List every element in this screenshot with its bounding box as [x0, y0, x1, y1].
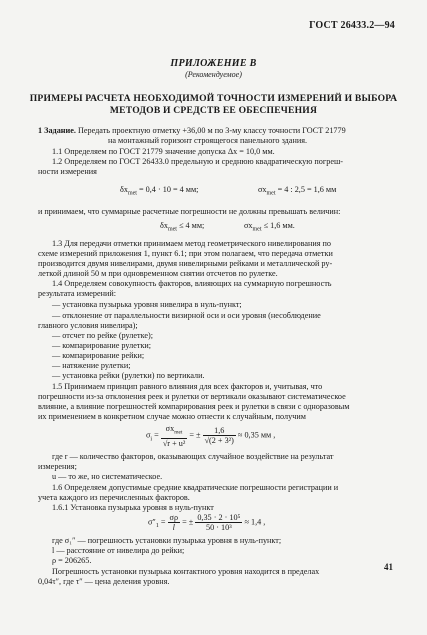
factor-item: — натяжение рулетки; [52, 361, 131, 370]
final-line-2: 0,04τ″, где τ″ — цена деления уровня. [38, 577, 170, 586]
paragraph-1-3-line-3: производится двумя нивелирами, двумя нивелирными рейками и металлической ру- [38, 259, 333, 268]
paragraph-1-5-b-line-2: измерения; [38, 462, 77, 471]
paragraph-1-5-line-1: 1.5 Принимаем принцип равного влияния для всех факторов и, учитывая, что [52, 382, 323, 391]
paragraph-1-3-line-2: схеме измерений приложения 1, пункт 6.1; при этом полагаем, что передача отметки [38, 249, 333, 258]
paragraph-1-6-line-1: 1.6 Определяем допустимые средние квадратические погрешности регистрации и [52, 483, 339, 492]
paragraph-1-5-b-line-1: где r — количество факторов, оказывающих случайное воздействие на результат [52, 452, 334, 461]
task-line-2: на монтажный горизонт строящегося панельного здания. [108, 136, 308, 145]
heading-line-1: ПРИМЕРЫ РАСЧЕТА НЕОБХОДИМОЙ ТОЧНОСТИ ИЗМЕРЕНИЙ И ВЫБОРА [29, 93, 398, 104]
paragraph-1-5-line-4: их применением в конкретном случае можно отнести к случайным, получим [38, 412, 306, 421]
factor-item: — отклонение от параллельности визирной оси и оси уровня (несоблюдение [52, 311, 321, 320]
formula-4: $\sigma''_1$ = $\frac{\sigma\rho}{l}$ = ± $\frac{\text{0,35 · 2 · 10⁵}}{\text{50 · 10³}}$ ≈ 1,4 , [148, 513, 266, 532]
paragraph-1-4-line-2: результата измерений: [38, 289, 117, 298]
task-line-1 [38, 126, 346, 136]
paragraph-1-6-line-2: учета каждого из перечисленных факторов. [38, 493, 190, 502]
paragraph-1-2-line-2: ности измерения [38, 167, 97, 176]
paragraph-1-5-line-3: влияние, а влияние погрешностей компарирования реек и рулетки в связи с одноразовым [38, 402, 350, 411]
factor-item: — отсчет по рейке (рулетке); [52, 331, 153, 340]
heading-line-2: МЕТОДОВ И СРЕДСТВ ЕЕ ОБЕСПЕЧЕНИЯ [109, 105, 318, 116]
paragraph-1-1: 1.1 Определяем по ГОСТ 21779 значение допуска Δx = 10,0 мм. [52, 147, 275, 156]
formula-2-right: $\sigma x_{met} \le 1,6$ мм. [244, 221, 295, 233]
formula-2-left: $\delta x_{met} \le 4$ мм; [160, 221, 205, 233]
factor-item: — компарирование рейки; [52, 351, 145, 360]
definition-line-3: ρ = 206265. [52, 556, 92, 565]
page-number: 41 [384, 562, 393, 572]
factor-item: — установка пузырька уровня нивелира в нуль-пункт; [52, 300, 242, 309]
final-line-1: Погрешность установки пузырька контактного уровня находится в пределах [52, 567, 320, 576]
paragraph-1-3-line-4: леткой длиной 50 м при одновременном снятии отсчетов по рулетке. [38, 269, 278, 278]
appendix-subtitle: (Рекомендуемое) [185, 70, 242, 79]
task-label: 1 Задание. [38, 126, 76, 135]
paragraph-1-4-line-1: 1.4 Определяем совокупность факторов, влияющих на суммарную погрешность [52, 279, 332, 288]
formula-1-left: $\delta x_{met} = 0,4 \cdot 10 = 4$ мм; [120, 185, 199, 197]
paragraph-1-3-line-1: 1.3 Для передачи отметки принимаем метод геометрического нивелирования по [52, 239, 332, 248]
gost-header: ГОСТ 26433.2—94 [309, 20, 395, 31]
paragraph-1-5-b-line-3: u — то же, но систематическое. [52, 472, 163, 481]
factor-item: — компарирование рулетки; [52, 341, 152, 350]
paragraph-1-2-line-1: 1.2 Определяем по ГОСТ 26433.0 предельную и среднюю квадратическую погреш- [52, 157, 344, 166]
paragraph-1-2-b: и принимаем, что суммарные расчетные погрешности не должны превышать величин: [38, 207, 341, 216]
appendix-title: ПРИЛОЖЕНИЕ В [170, 58, 257, 69]
definition-line-1: где σ₁″ — погрешность установки пузырька уровня в нуль-пункт; [52, 536, 282, 545]
factor-item: главного условия нивелира); [38, 321, 138, 330]
task-text: Передать проектную отметку +36,00 м по 3-му классу точности ГОСТ 21779 [75, 126, 346, 135]
paragraph-1-6-1: 1.6.1 Установка пузырька уровня в нуль-пункт [52, 503, 214, 512]
formula-3: $\sigma_i$ = $\frac{\sigma x_{met}}{\text{√r + u²}}$ = ± $\frac{1,6}{\text{√(2 + 3²)}}$ ≈ 0,35 мм , [146, 424, 276, 448]
paragraph-1-5-line-2: погрешности из-за отклонения реек и рулетки от вертикали оказывают систематическое [38, 392, 346, 401]
formula-1-right: $\sigma x_{met} = 4$ : 2,5 = 1,6 мм [258, 185, 337, 197]
factor-item: — установка рейки (рулетки) по вертикали. [52, 371, 205, 380]
definition-line-2: l — расстояние от нивелира до рейки; [52, 546, 185, 555]
